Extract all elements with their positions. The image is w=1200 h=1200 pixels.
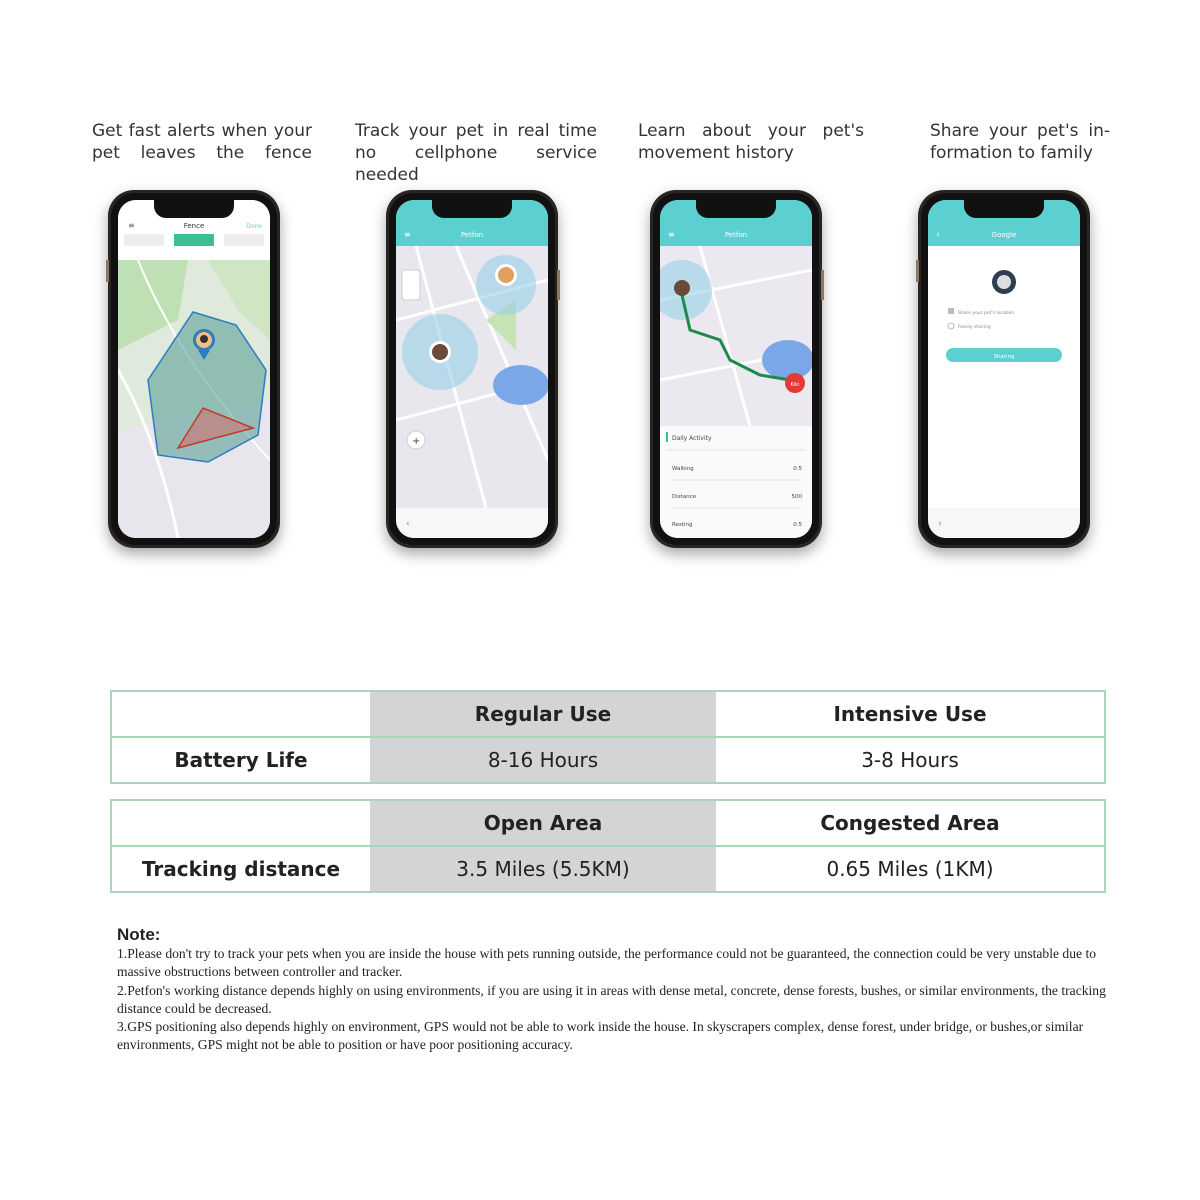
phone-side-button [916, 260, 919, 282]
table-row [111, 691, 1105, 737]
phone-notch [964, 200, 1044, 218]
battery-table [110, 690, 1106, 784]
table-row [111, 800, 1105, 846]
daily-activity-label: Daily Activity [672, 435, 712, 442]
menu-icon[interactable]: ≡ [668, 230, 675, 239]
map-controls[interactable] [402, 270, 420, 300]
activity-row-value: 0.5 [793, 466, 802, 472]
caption-history [638, 120, 864, 164]
phone-share [918, 190, 1090, 548]
phone-history [650, 190, 822, 548]
history-map [660, 200, 812, 538]
fence-screen [118, 200, 270, 538]
phone-notch [696, 200, 776, 218]
phone-side-button [557, 270, 560, 300]
intensive-use-value: 3-8 Hours [861, 748, 959, 772]
fence-map [118, 200, 270, 538]
note-item: 3.GPS positioning also depends highly on environment, GPS would not be able to work inside the house. In skyscrapers complex, dense forest, under bridge, or bushes,or similar environments, GPS might not be able to position or have poor positioning accuracy. [117, 1019, 1084, 1053]
fence-tab[interactable] [224, 234, 264, 246]
pet-marker[interactable] [498, 267, 514, 283]
regular-use-value: 8-16 Hours [370, 737, 716, 783]
caption-line: Learn about your pet's [638, 121, 864, 141]
tracking-distance-label: Tracking distance [141, 857, 341, 881]
activity-row-label: Walking [672, 466, 694, 472]
track-map [396, 200, 548, 538]
table-cell [111, 691, 370, 737]
intensive-use-header: Intensive Use [716, 691, 1105, 737]
activity-row-label: Distance [672, 494, 697, 500]
caption-line: pet leaves the fence [92, 143, 312, 163]
pet-marker[interactable] [432, 344, 448, 360]
open-area-value: 3.5 Miles (5.5KM) [370, 846, 716, 892]
history-title: Petfon [724, 231, 748, 239]
fence-tab[interactable] [124, 234, 164, 246]
caption-line: movement history [638, 143, 794, 163]
table-cell [111, 800, 370, 846]
note-title: Note: [117, 925, 161, 944]
caption-line: Get fast alerts when your [92, 121, 312, 141]
open-area-header: Open Area [370, 800, 716, 846]
note-item: 1.Please don't try to track your pets when you are inside the house with pets running outside, the performance could not be guaranteed, the connection could be very unstable due to massive obstructions between controller and tracker. [117, 946, 1097, 980]
caption-fence-alerts [92, 120, 312, 164]
caption-share [930, 120, 1110, 164]
caption-line: no cellphone service needed [355, 143, 597, 185]
svg-text:+: + [412, 436, 421, 447]
battery-life-label: Battery Life [174, 748, 308, 772]
share-screen [928, 200, 1080, 538]
phone-track [386, 190, 558, 548]
phone-notch [432, 200, 512, 218]
history-screen [660, 200, 812, 538]
phone-side-button [106, 260, 109, 282]
note-section [117, 925, 1107, 1055]
activity-row-label: Resting [672, 522, 693, 528]
caption-real-time [355, 120, 597, 186]
phone-fence [108, 190, 280, 548]
fence-title: Fence [183, 222, 205, 230]
table-row [111, 846, 1105, 892]
share-title: Google [991, 231, 1017, 239]
back-icon[interactable]: ‹ [938, 519, 942, 529]
done-button[interactable]: Done [246, 223, 262, 230]
caption-line: Track your pet in real time [355, 121, 597, 141]
menu-icon[interactable]: ≡ [404, 230, 411, 239]
activity-row-value: 500 [791, 494, 802, 500]
share-option[interactable]: Family sharing [958, 325, 991, 330]
share-option[interactable]: Share your pet's location [958, 311, 1015, 316]
distance-table [110, 799, 1106, 893]
phone-side-button [821, 270, 824, 300]
track-title: Petfon [460, 231, 484, 239]
share-view [928, 200, 1080, 538]
kiki-label: Kiki [790, 382, 800, 388]
congested-area-value: 0.65 Miles (1KM) [826, 857, 994, 881]
congested-area-header: Congested Area [716, 800, 1105, 846]
back-icon[interactable]: ‹ [406, 519, 410, 529]
track-screen [396, 200, 548, 538]
menu-icon[interactable]: ≡ [128, 221, 135, 230]
caption-line: formation to family [930, 143, 1093, 163]
back-icon[interactable]: ‹ [936, 230, 940, 240]
note-item: 2.Petfon's working distance depends highly on using environments, if you are using it in areas with dense metal, concrete, dense forests, bushes, or similar environments, the tracking distance could be decreased. [117, 982, 1106, 1016]
regular-use-header: Regular Use [370, 691, 716, 737]
caption-line: Share your pet's in- [930, 121, 1110, 141]
activity-row-value: 0.5 [793, 522, 802, 528]
fence-tab-active[interactable] [174, 234, 214, 246]
pet-marker[interactable] [674, 280, 690, 296]
phone-notch [154, 200, 234, 218]
table-row [111, 737, 1105, 783]
sharing-button-label: Sharing [993, 354, 1015, 360]
